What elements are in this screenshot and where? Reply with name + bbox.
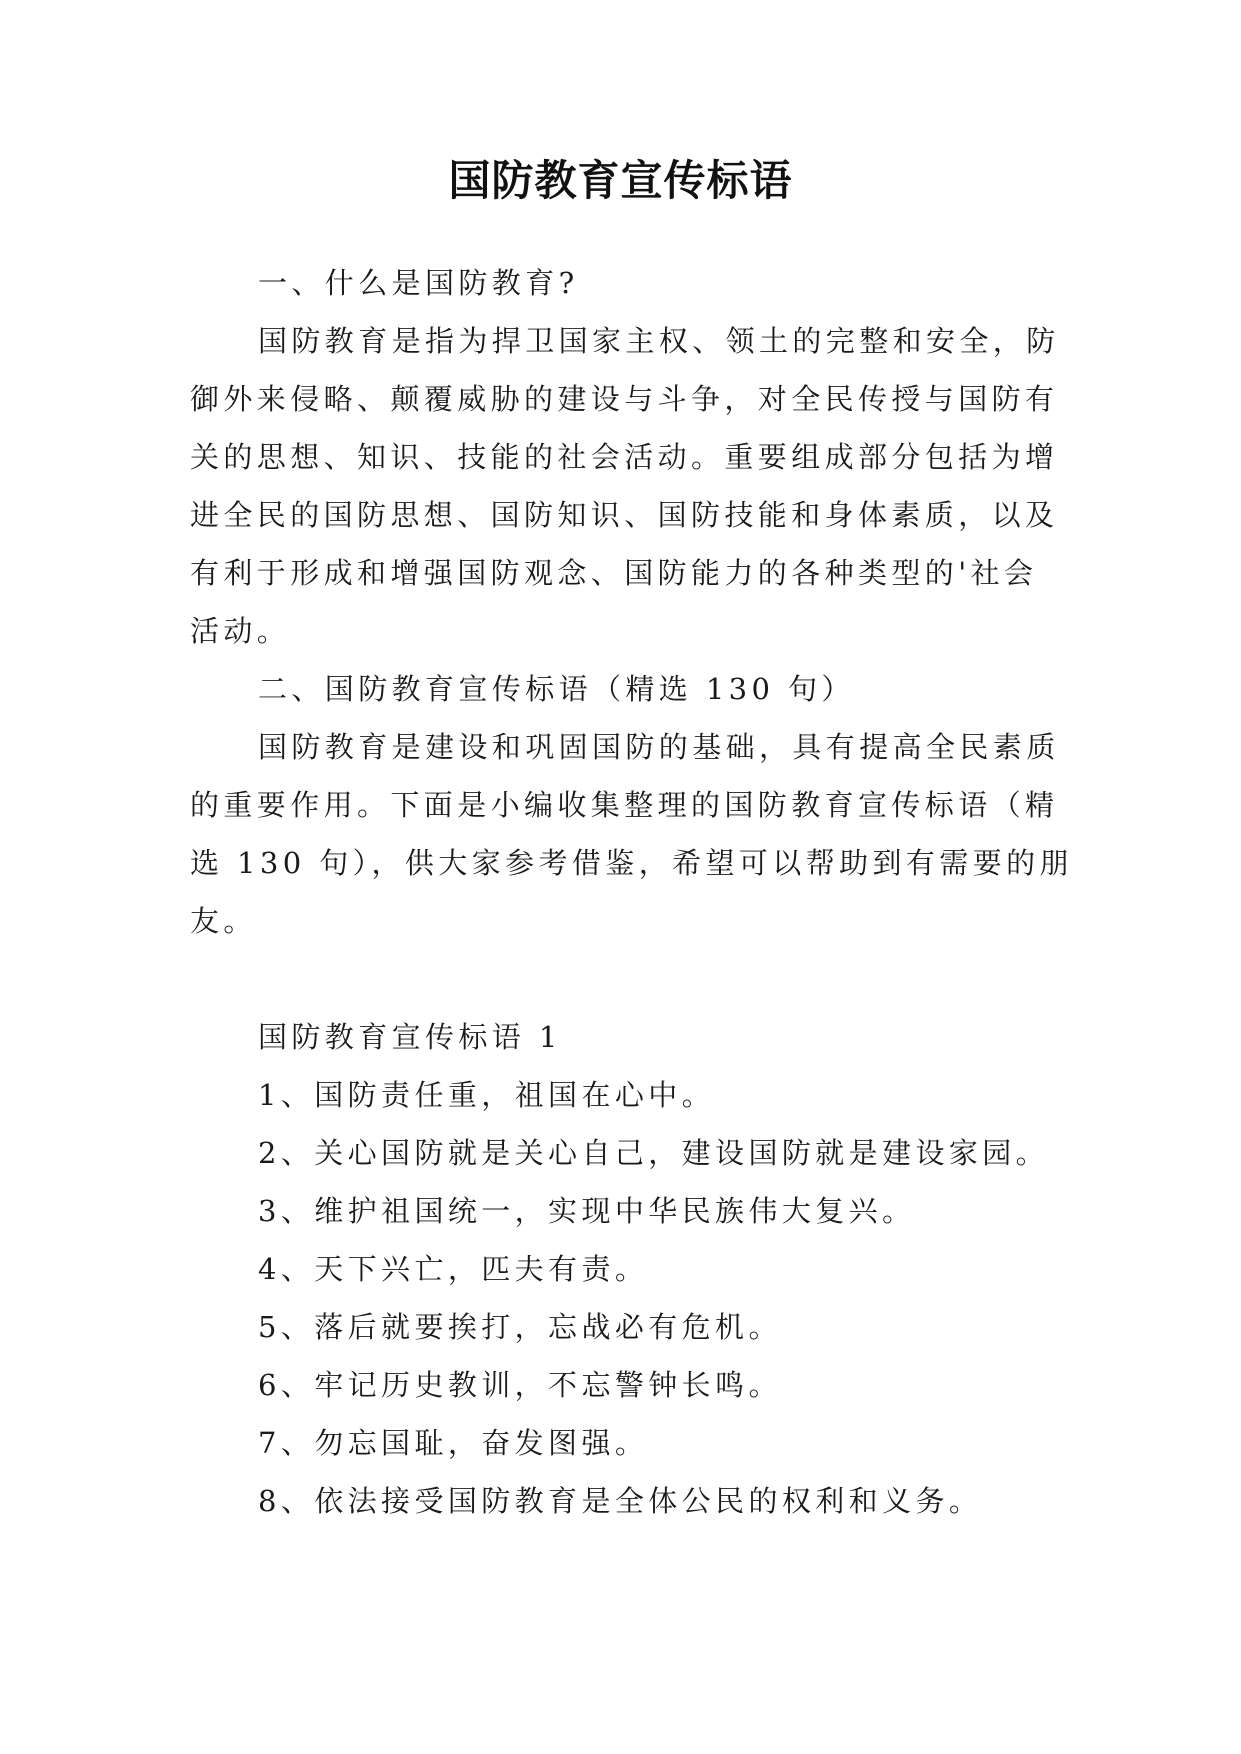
paragraph-line: 进全民的国防思想、国防知识、国防技能和身体素质，以及 <box>190 498 1059 532</box>
list-item: 4、天下兴亡，匹夫有责。 <box>258 1252 649 1286</box>
list-item: 2、关心国防就是关心自己，建设国防就是建设家园。 <box>258 1136 1050 1170</box>
paragraph-line: 的重要作用。下面是小编收集整理的国防教育宣传标语（精 <box>190 788 1059 822</box>
list-item: 1、国防责任重，祖国在心中。 <box>258 1078 716 1112</box>
section-heading-what-is: 一、什么是国防教育? <box>258 266 579 300</box>
list-item: 3、维护祖国统一，实现中华民族伟大复兴。 <box>258 1194 916 1228</box>
paragraph-line: 选 130 句），供大家参考借鉴，希望可以帮助到有需要的朋 <box>190 846 1073 880</box>
paragraph-line: 活动。 <box>190 614 291 648</box>
paragraph-line: 国防教育是建设和巩固国防的基础，具有提高全民素质 <box>258 730 1060 764</box>
paragraph-line: 关的思想、知识、技能的社会活动。重要组成部分包括为增 <box>190 440 1059 474</box>
list-item: 7、勿忘国耻，奋发图强。 <box>258 1426 649 1460</box>
paragraph-line: 御外来侵略、颠覆威胁的建设与斗争，对全民传授与国防有 <box>190 382 1059 416</box>
paragraph-line: 国防教育是指为捍卫国家主权、领土的完整和安全，防 <box>258 324 1060 358</box>
list-item: 5、落后就要挨打，忘战必有危机。 <box>258 1310 782 1344</box>
paragraph-line: 友。 <box>190 904 257 938</box>
list-item: 6、牢记历史教训，不忘警钟长鸣。 <box>258 1368 782 1402</box>
document-title: 国防教育宣传标语 <box>448 156 793 205</box>
paragraph-line: 有利于形成和增强国防观念、国防能力的各种类型的'社会 <box>190 556 1038 590</box>
list-item: 8、依法接受国防教育是全体公民的权利和义务。 <box>258 1484 983 1518</box>
blank-line <box>190 950 1052 1008</box>
list-heading: 国防教育宣传标语 1 <box>258 1020 562 1054</box>
section-heading-slogans: 二、国防教育宣传标语（精选 130 句） <box>258 672 855 706</box>
document-body <box>190 254 1073 1530</box>
